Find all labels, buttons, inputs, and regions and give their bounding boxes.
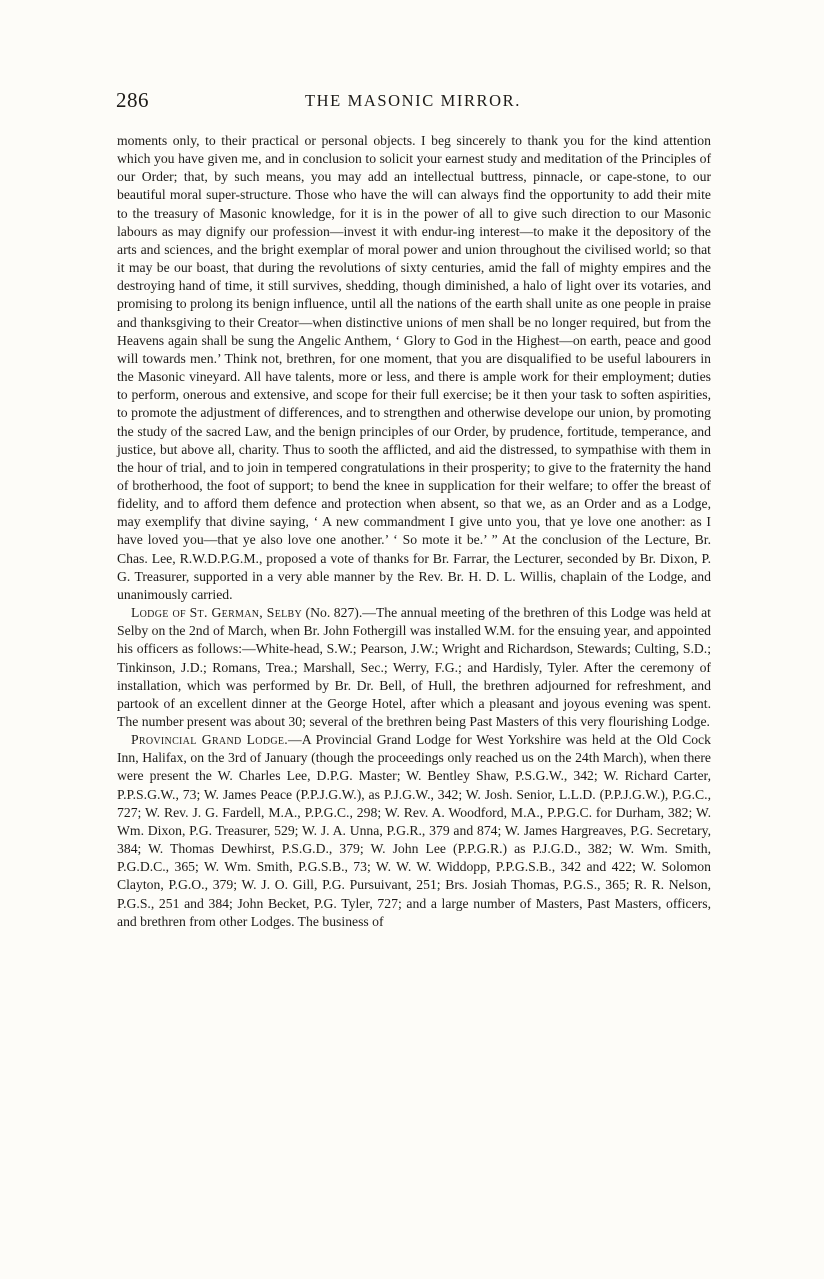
paragraph-lecture-conclusion bbox=[117, 132, 711, 604]
page-number: 286 bbox=[116, 88, 149, 112]
paragraph-text: —A Provincial Grand Lodge for West Yorkshire was held at the Old Cock Inn, Halifax, on the 3rd of January (though the proceedings only reached us on the 24th March), when there were present the W. Charles Lee, D.P.G. Master; W. Bentley Shaw, P.S.G.W., 342; W. Richard Carter, P.P.S.G.W., 73; W. James Peace (P.P.J.G.W.), as P.J.G.W., 342; W. Josh. Senior, L.L.D. (P.P.J.G.W.), P.G.C., 727; W. Rev. J. G. Fardell, M.A., P.P.G.C., 298; W. Rev. A. Woodford, M.A., P.P.G.C. for Durham, 382; W. Wm. Dixon, P.G. Treasurer, 529; W. J. A. Unna, P.G.R., 379 and 874; W. James Hargreaves, P.G. Secretary, 384; W. Thomas Dewhirst, P.S.G.D., 379; W. John Lee (P.P.G.R.) as P.J.G.D., 382; W. Wm. Smith, P.G.D.C., 365; W. Wm. Smith, P.G.S.B., 73; W. W. W. Widdopp, P.P.G.S.B., 342 and 422; W. Solomon Clayton, P.G.O., 379; W. J. O. Gill, P.G. Pursuivant, 251; Brs. Josiah Thomas, P.G.S., 365; R. R. Nelson, P.G.S., 251 and 384; John Becket, P.G. Tyler, 727; and a large number of Masters, Past Masters, officers, and brethren from other Lodges. The business of bbox=[117, 732, 711, 929]
section-heading-provincial-grand-lodge: Provincial Grand Lodge. bbox=[131, 732, 288, 748]
section-heading-lodge-st-german: Lodge of St. German, Selby bbox=[131, 605, 303, 621]
paragraph-text: (No. 827).—The annual meeting of the brethren of this Lodge was held at Selby on the 2nd of March, when Br. John Fothergill was installed W.M. for the ensuing year, and appointed his officers as follows:—White-head, S.W.; Pearson, J.W.; Wright and Richardson, Stewards; Culting, S.D.; Tinkinson, J.D.; Romans, Trea.; Marshall, Sec.; Werry, F.G.; and Hardisly, Tyler. After the ceremony of installation, which was performed by Br. Dr. Bell, of Hull, the brethren adjourned for refreshment, and partook of an excellent dinner at the George Hotel, after which a pleasant and joyous evening was spent. The number present was about 30; several of the brethren being Past Masters of this very flourishing Lodge. bbox=[117, 605, 711, 729]
journal-title: THE MASONIC MIRROR. bbox=[304, 91, 522, 110]
article-body bbox=[117, 132, 711, 931]
running-head bbox=[116, 88, 710, 114]
paragraph-provincial-grand-lodge bbox=[117, 731, 711, 931]
paragraph-text: moments only, to their practical or personal objects. I beg sincerely to thank you for the kind attention which you have given me, and in conclusion to solicit your earnest study and meditation of the Principles of our Order; that, by such means, you may add an intellectual buttress, pinnacle, or cape-stone, to our beautiful moral super-structure. Those who have the will can always find the opportunity to add their mite to the treasury of Masonic knowledge, for it is in the power of all to give such direction to our Masonic labours as may dignify our profession—invest it with endur-ing interest—to make it the depository of the arts and sciences, and the bright exemplar of moral power and union throughout the civilised world; so that it may be our boast, that during the revolutions of sixty centuries, amid the fall of mighty empires and the destroying hand of time, it still survives, shedding, though diminished, a halo of light over its votaries, and promising to prolong its benign influence, until all the nations of the earth shall unite as one people in praise and thanksgiving to their Creator—when distinctive unions of men shall be no longer required, but from the Heavens again shall be sung the Angelic Anthem, ‘ Glory to God in the Highest—on earth, peace and good will towards men.’ Think not, brethren, for one moment, that you are disqualified to be useful labourers in the Masonic vineyard. All have talents, more or less, and there is ample work for their employment; duties to perform, onerous and extensive, and scope for their full exercise; be it then your task to soften aspirities, to promote the adjustment of differences, and to strengthen and otherwise develope our union, by promoting the study of the sacred Law, and the benign principles of our Order, by prudence, fortitude, temperance, and justice, but above all, charity. Thus to sooth the afflicted, and aid the distressed, to sympathise with them in the hour of trial, and to join in tempered congratulations in their prosperity; to give to the fraternity the hand of brotherhood, the foot of support; to bend the knee in supplication for their welfare; to offer the breast of fidelity, and to afford them defence and protection when absent, so that we, as an Order and as a Lodge, may exemplify that divine saying, ‘ A new commandment I give unto you, that ye love one another: as I have loved you—that ye also love one another.’ ‘ So mote it be.’ ” At the conclusion of the Lecture, Br. Chas. Lee, R.W.D.P.G.M., proposed a vote of thanks for Br. Farrar, the Lecturer, seconded by Br. Dixon, P. G. Treasurer, supported in a very able manner by the Rev. Br. H. D. L. Willis, chaplain of the Lodge, and unanimously carried. bbox=[117, 133, 711, 602]
paragraph-lodge-st-german bbox=[117, 604, 711, 731]
